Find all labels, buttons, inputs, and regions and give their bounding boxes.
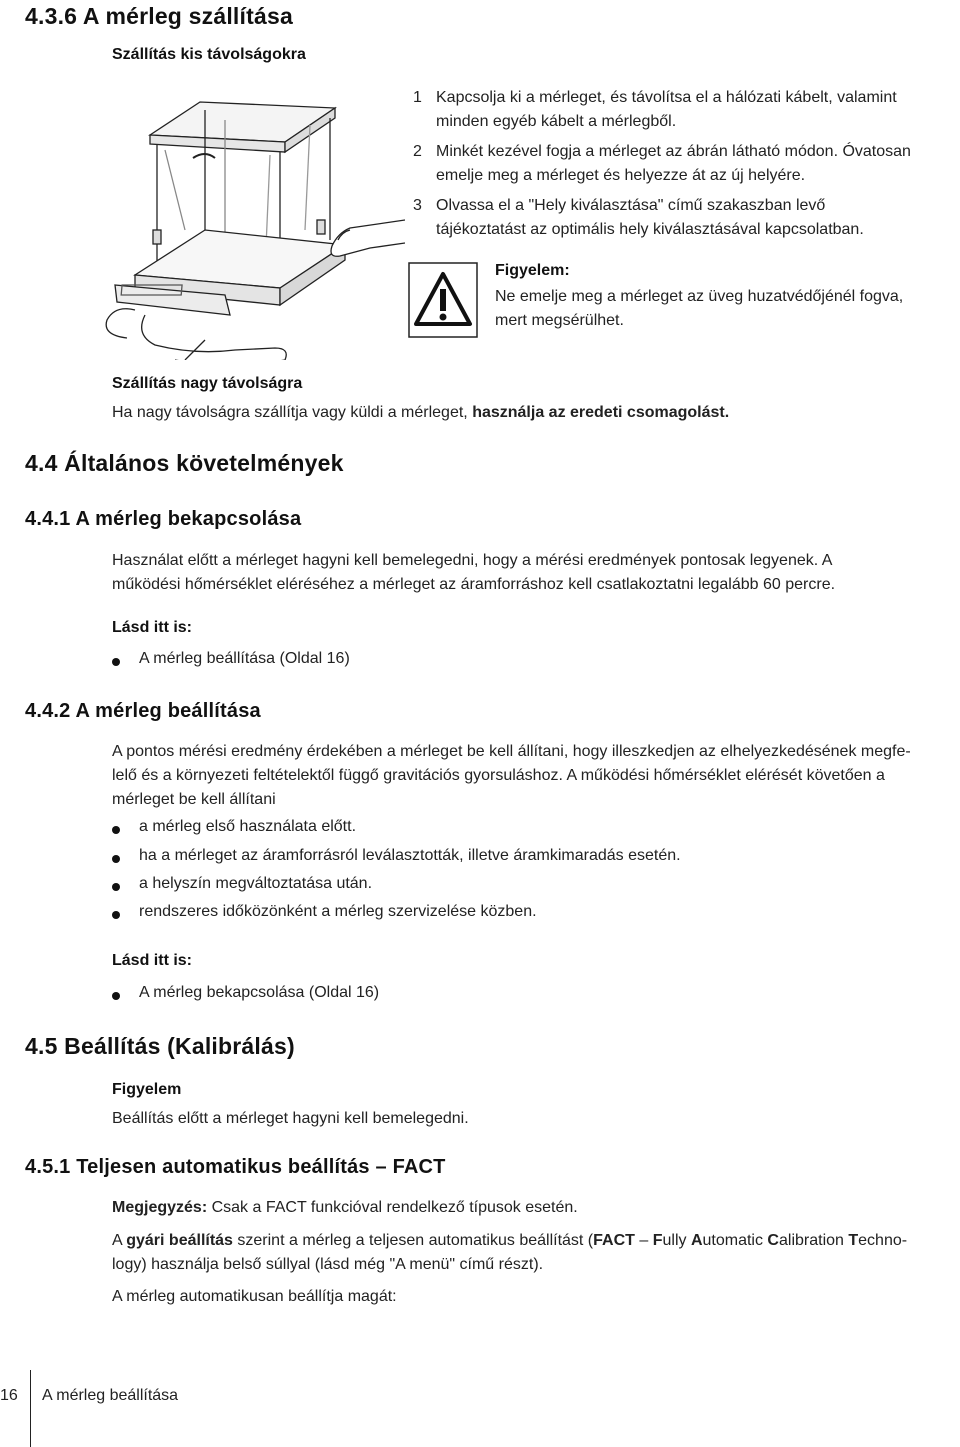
fact-paragraph-line2: logy) használja belső súllyal (lásd még "A menü" című részt).	[112, 1256, 544, 1273]
switch-on-text-line1: Használat előtt a mérleget hagyni kell bemelegedni, hogy a mérési eredmények pontosak legyenek. A	[112, 552, 833, 569]
step-text-line1: Minkét kezével fogja a mérleget az ábrán látható módon. Óvatosan	[436, 143, 911, 160]
step-number: 2	[413, 143, 422, 160]
long-distance-text-bold: használja az eredeti csomagolást.	[472, 404, 730, 421]
subheading-short-distance: Szállítás kis távolságokra	[112, 46, 306, 63]
warning-text-line1: Ne emelje meg a mérleget az üveg huzatvédőjénél fogva,	[495, 288, 904, 305]
text-run-bold: C	[767, 1232, 779, 1249]
bullet-dot	[112, 911, 120, 919]
text-run: utomatic	[702, 1232, 768, 1249]
see-also-label: Lásd itt is:	[112, 619, 193, 636]
step-text-line1: Olvassa el a "Hely kiválasztása" című szakaszban levő	[436, 197, 826, 214]
warning-title: Figyelem:	[495, 262, 570, 279]
list-item-text: ha a mérleget az áramforrásról leválasztották, illetve áramkimaradás esetén.	[139, 847, 681, 864]
bullet-dot	[112, 855, 120, 863]
text-run-bold: F	[652, 1232, 663, 1249]
see-also-link[interactable]: A mérleg beállítása (Oldal 16)	[139, 650, 350, 667]
warning-text-line2: mert megsérülhet.	[495, 312, 624, 329]
text-run: szerint a mérleg a teljesen automatikus beállítást (	[232, 1232, 594, 1249]
adjust-text-line1: A pontos mérési eredmény érdekében a mérleget be kell állítani, hogy illeszkedjen az elhelyezkedésének megfe-	[112, 743, 911, 760]
step-number: 1	[413, 89, 422, 106]
list-item-text: a mérleg első használata előtt.	[139, 818, 357, 835]
section-heading-4-3-6: 4.3.6 A mérleg szállítása	[25, 3, 293, 29]
see-also-link[interactable]: A mérleg bekapcsolása (Oldal 16)	[139, 984, 380, 1001]
text-run: alibration	[778, 1232, 849, 1249]
section-heading-4-4-1: 4.4.1 A mérleg bekapcsolása	[25, 508, 302, 530]
auto-adjust-text: A mérleg automatikusan beállítja magát:	[112, 1288, 397, 1305]
list-item-text: rendszeres időközönként a mérleg szervizelése közben.	[139, 903, 537, 920]
balance-transport-illustration	[105, 80, 405, 360]
step-text-line2: minden egyéb kábelt a mérlegből.	[436, 113, 677, 130]
remark-text: Csak a FACT funkcióval rendelkező típusok esetén.	[207, 1199, 578, 1216]
text-run: ully	[662, 1232, 691, 1249]
note-title: Figyelem	[112, 1081, 182, 1098]
list-item-text: a helyszín megváltoztatása után.	[139, 875, 373, 892]
text-run: echno-	[858, 1232, 908, 1249]
bullet-dot	[112, 826, 120, 834]
remark-label: Megjegyzés:	[112, 1199, 208, 1216]
bullet-dot	[112, 658, 120, 666]
footer-divider	[30, 1370, 31, 1447]
fact-paragraph-line1	[112, 1227, 907, 1254]
transport-steps-list	[413, 84, 953, 246]
text-run-bold: T	[848, 1232, 859, 1249]
text-run: –	[634, 1232, 653, 1249]
text-run: A	[112, 1232, 127, 1249]
step-text-line2: tájékoztatást az optimális hely kiválasztásával kapcsolatban.	[436, 221, 864, 238]
page-number: 16	[0, 1387, 18, 1404]
switch-on-text-line2: működési hőmérséklet eléréséhez a mérleget az áramforráshoz kell csatlakoztatni legalább 60 percre.	[112, 576, 836, 593]
subheading-long-distance: Szállítás nagy távolságra	[112, 375, 303, 392]
text-run-bold: A	[690, 1232, 703, 1249]
section-heading-4-4: 4.4 Általános követelmények	[25, 450, 344, 476]
note-text: Beállítás előtt a mérleget hagyni kell bemelegedni.	[112, 1110, 469, 1127]
text-run-bold: FACT	[593, 1232, 635, 1249]
warning-icon	[408, 262, 478, 338]
step-text-line1: Kapcsolja ki a mérleget, és távolítsa el a hálózati kábelt, valamint	[436, 89, 897, 106]
long-distance-text	[112, 399, 729, 426]
bullet-dot	[112, 992, 120, 1000]
text-run-bold: gyári beállítás	[126, 1232, 233, 1249]
adjust-text-line2: lelő és a környezeti feltételektől függő gravitációs gyorsuláshoz. A működési hőmérséklet elérését követően a	[112, 767, 885, 784]
section-heading-4-4-2: 4.4.2 A mérleg beállítása	[25, 700, 261, 722]
long-distance-text-plain: Ha nagy távolságra szállítja vagy küldi a mérleget,	[112, 404, 473, 421]
section-heading-4-5: 4.5 Beállítás (Kalibrálás)	[25, 1033, 295, 1059]
adjust-text-line3: mérleget be kell állítani	[112, 791, 276, 808]
remark-line	[112, 1194, 578, 1221]
section-heading-4-5-1: 4.5.1 Teljesen automatikus beállítás – FACT	[25, 1156, 446, 1178]
step-number: 3	[413, 197, 422, 214]
footer-title: A mérleg beállítása	[42, 1387, 179, 1404]
step-text-line2: emelje meg a mérleget és helyezze át az új helyére.	[436, 167, 806, 184]
see-also-label: Lásd itt is:	[112, 952, 193, 969]
bullet-dot	[112, 883, 120, 891]
